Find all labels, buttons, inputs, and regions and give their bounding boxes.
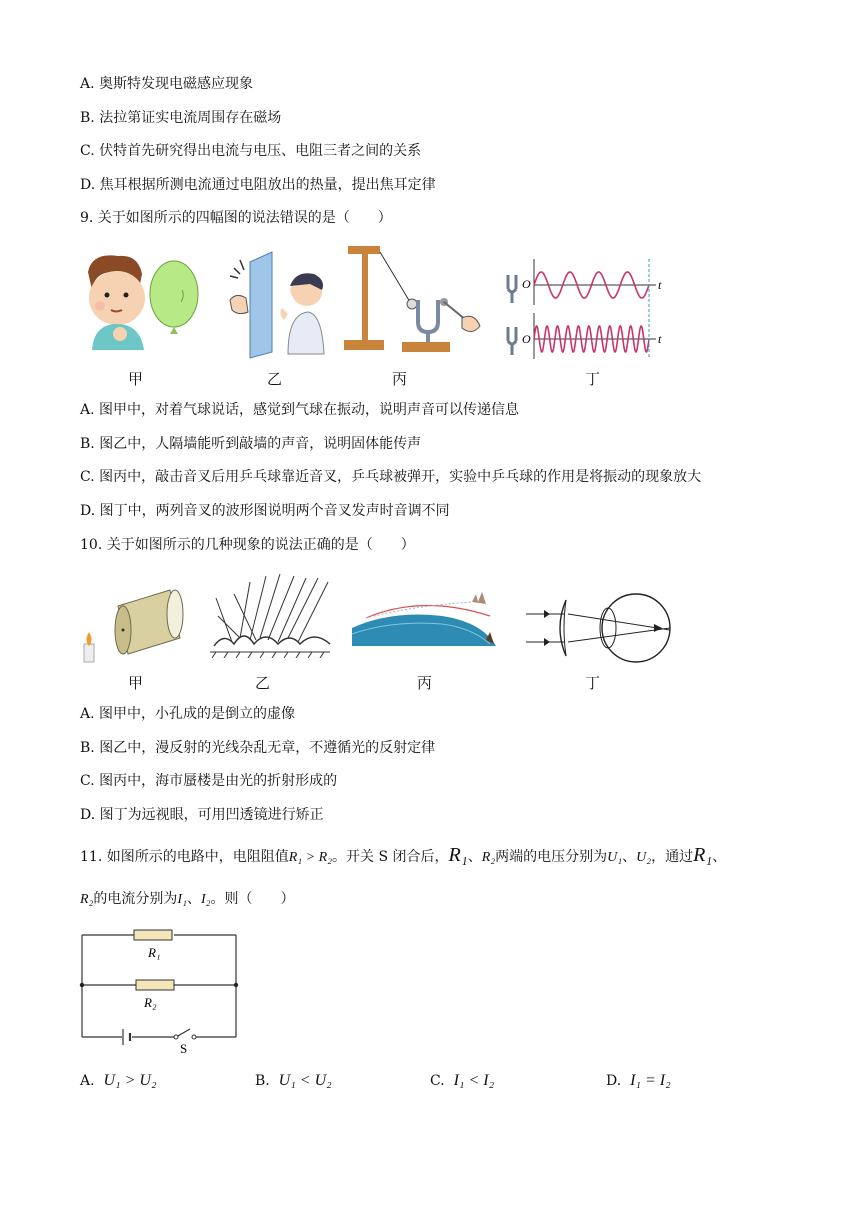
q9-option-d: D. 图丁中，两列音叉的波形图说明两个音叉发声时音调不同 [80,503,450,519]
q11-i2: I₂ [200,892,211,907]
eye-lens-diagram [520,590,680,670]
q11-r1-again: R₁ [693,844,713,866]
circuit-r1-label: R₁ [148,945,161,960]
q11-stem-part3: 两端的电压分别为 [495,849,608,865]
q11-option-d-expr: I₁ = I₂ [630,1072,671,1089]
q11-i1: I₁ [177,892,187,907]
q9-caption-bing: 丙 [392,370,408,388]
q8-option-a: A. 奥斯特发现电磁感应现象 [80,76,254,92]
q11-r1: R₁ [448,844,468,866]
q11-sep-1: 、 [467,849,482,865]
q9-caption-jia: 甲 [128,370,144,388]
q10-caption-ding: 丁 [585,674,601,692]
q11-option-c-letter: C. [430,1073,445,1089]
q11-option-b-letter: B. [255,1073,270,1089]
q10-caption-jia: 甲 [128,674,144,692]
q9-option-b: B. 图乙中，人隔墙能听到敲墙的声音，说明固体能传声 [80,436,422,452]
q11-stem-part1: 11. 如图所示的电路中，电阻阻值 [80,849,289,865]
q11-option-c-expr: I₁ < I₂ [453,1072,495,1089]
q11-stem-part2: 。开关 S 闭合后， [332,849,449,865]
q11-option-b-expr: U₁ < U₂ [278,1072,332,1089]
q11-r2: R₂ [481,850,496,865]
q11-option-c [430,1072,494,1090]
q9-option-c: C. 图丙中，敲击音叉后用乒乓球靠近音叉，乒乓球被弹开，实验中乒乓球的作用是将振动的现象放大 [80,469,702,485]
q8-option-c: C. 伏特首先研究得出电流与电压、电阻三者之间的关系 [80,143,422,159]
q11-option-d-letter: D. [606,1073,622,1089]
q11-stem-line1 [80,846,726,867]
q9-caption-yi: 乙 [267,370,283,388]
q11-sep-4: 、 [186,891,201,907]
q8-option-d: D. 焦耳根据所测电流通过电阻放出的热量，提出焦耳定律 [80,177,436,193]
q11-stem-line2 [80,890,294,909]
q11-u2: U₂ [636,850,652,865]
q10-option-c: C. 图丙中，海市蜃楼是由光的折射形成的 [80,773,338,789]
q9-stem: 9. 关于如图所示的四幅图的说法错误的是（ ） [80,210,392,226]
circuit-switch-label: S [180,1041,188,1055]
q11-option-b [255,1072,332,1090]
circuit-r2-label: R₂ [144,995,157,1010]
q11-option-a-letter: A. [80,1073,95,1089]
q10-option-b: B. 图乙中，漫反射的光线杂乱无章，不遵循光的反射定律 [80,740,436,756]
q11-stem-part4: ，通过 [651,849,694,865]
q9-option-a: A. 图甲中，对着气球说话，感觉到气球在振动，说明声音可以传递信息 [80,402,520,418]
tuning-fork-ball-illustration [340,240,490,360]
q11-option-a [80,1072,157,1090]
wave2-origin-label: O [522,332,531,346]
mirage-illustration [352,588,502,658]
q9-caption-ding: 丁 [585,370,601,388]
q11-option-a-expr: U₁ > U₂ [103,1072,157,1089]
q11-option-d [606,1072,671,1090]
wave2-time-label: t [658,332,662,346]
child-balloon-illustration [80,250,205,355]
q10-caption-yi: 乙 [255,674,271,692]
q10-stem: 10. 关于如图所示的几种现象的说法正确的是（ ） [80,537,415,553]
q11-relation: R₁ > R₂ [288,850,333,865]
q10-option-a: A. 图甲中，小孔成的是倒立的虚像 [80,706,296,722]
wall-knock-illustration [226,250,336,360]
q8-option-b: B. 法拉第证实电流周围存在磁场 [80,110,282,126]
pinhole-camera-illustration [78,568,198,668]
q11-sep-2: 、 [622,849,637,865]
q11-u1: U₁ [607,850,623,865]
diffuse-reflection-diagram [210,568,335,658]
q11-stem-part5: 的电流分别为 [93,891,178,907]
q11-stem-part6: 。则（ ） [210,891,295,907]
wave1-time-label: t [658,278,662,292]
q10-option-d: D. 图丁为远视眼，可用凹透镜进行矫正 [80,807,324,823]
parallel-circuit-diagram [78,925,243,1055]
q11-line2-r2: R₂ [80,892,94,907]
waveform-comparison-chart [500,255,675,365]
q10-caption-bing: 丙 [417,674,433,692]
q11-sep-3: 、 [712,849,727,865]
wave1-origin-label: O [522,277,531,291]
